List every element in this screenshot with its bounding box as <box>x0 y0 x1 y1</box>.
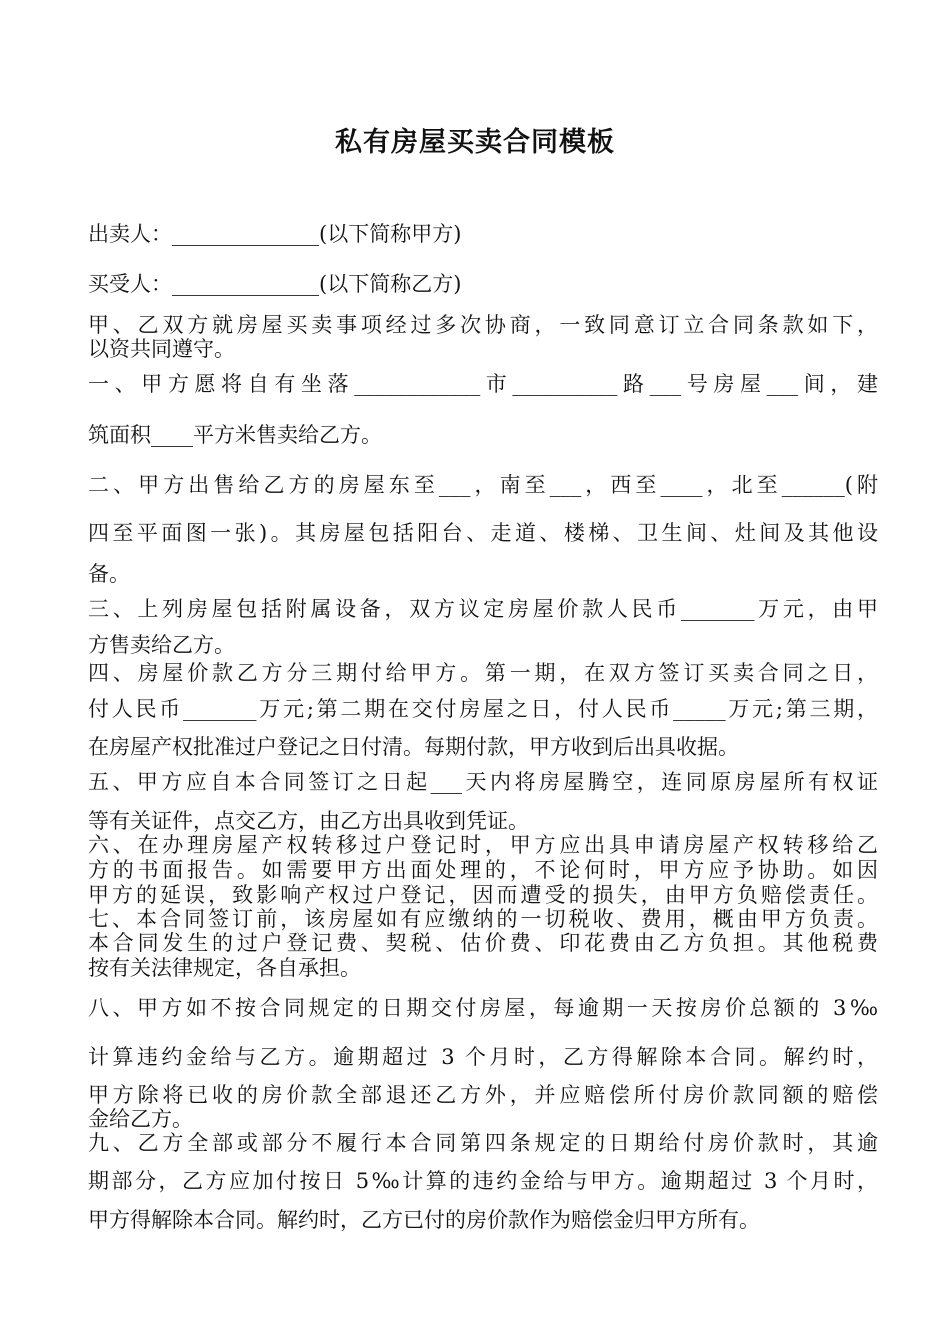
clause-6-line: 甲方的延误，致影响产权过户登记，因而遭受的损失，由甲方负赔偿责任。 <box>88 883 878 907</box>
clause-2-line: 备。 <box>88 562 130 586</box>
clause-1-line: 一、甲方愿将自有坐落____________市__________路___号房屋___间，建 <box>88 372 878 396</box>
clause-8-line: 计算违约金给与乙方。逾期超过 3 个月时，乙方得解除本合同。解约时， <box>88 1045 878 1069</box>
clause-8-line: 八、甲方如不按合同规定的日期交付房屋，每逾期一天按房价总额的 3‰ <box>88 996 878 1020</box>
buyer-line: 买受人：______________(以下简称乙方) <box>88 272 462 296</box>
clause-6-line: 方的书面报告。如需要甲方出面处理的，不论何时，甲方应予协助。如因 <box>88 858 878 882</box>
preamble-line: 以资共同遵守。 <box>88 337 235 361</box>
clause-3-line: 三、上列房屋包括附属设备，双方议定房屋价款人民币_______万元，由甲 <box>88 597 878 621</box>
clause-9-line: 期部分，乙方应加付按日 5‰计算的违约金给与甲方。逾期超过 3 个月时， <box>88 1169 878 1193</box>
clause-3-line: 方售卖给乙方。 <box>88 633 235 657</box>
clause-5-line: 等有关证件，点交乙方，由乙方出具收到凭证。 <box>88 809 529 833</box>
clause-2-line: 二、甲方出售给乙方的房屋东至___，南至___，西至____，北至______(附 <box>88 473 878 497</box>
clause-9-line: 甲方得解除本合同。解约时，乙方已付的房价款作为赔偿金归甲方所有。 <box>88 1208 760 1232</box>
document-title: 私有房屋买卖合同模板 <box>335 127 615 158</box>
clause-6-line: 六、在办理房屋产权转移过户登记时，甲方应出具申请房屋产权转移给乙 <box>88 833 878 857</box>
clause-7-line: 七、本合同签订前，该房屋如有应缴纳的一切税收、费用，概由甲方负责。 <box>88 907 878 931</box>
clause-4-line: 四、房屋价款乙方分三期付给甲方。第一期，在双方签订买卖合同之日， <box>88 661 878 685</box>
clause-8-line: 甲方除将已收的房价款全部退还乙方外，并应赔偿所付房价款同额的赔偿 <box>88 1083 878 1107</box>
clause-5-line: 五、甲方应自本合同签订之日起___天内将房屋腾空，连同原房屋所有权证 <box>88 770 878 794</box>
seller-line: 出卖人：______________(以下简称甲方) <box>88 222 462 246</box>
clause-7-line: 本合同发生的过户登记费、契税、估价费、印花费由乙方负担。其他税费 <box>88 931 878 955</box>
clause-7-line: 按有关法律规定，各自承担。 <box>88 956 361 980</box>
clause-9-line: 九、乙方全部或部分不履行本合同第四条规定的日期给付房价款时，其逾 <box>88 1131 878 1155</box>
clause-4-line: 在房屋产权批准过户登记之日付清。每期付款，甲方收到后出具收据。 <box>88 735 739 759</box>
clause-2-line: 四至平面图一张)。其房屋包括阳台、走道、楼梯、卫生间、灶间及其他设 <box>88 521 878 545</box>
clause-4-line: 付人民币_______万元;第二期在交付房屋之日，付人民币_____万元;第三期， <box>88 697 878 721</box>
preamble-line: 甲、乙双方就房屋买卖事项经过多次协商，一致同意订立合同条款如下， <box>88 313 878 337</box>
clause-8-line: 金给乙方。 <box>88 1107 193 1131</box>
clause-1-line: 筑面积____平方米售卖给乙方。 <box>88 423 382 447</box>
